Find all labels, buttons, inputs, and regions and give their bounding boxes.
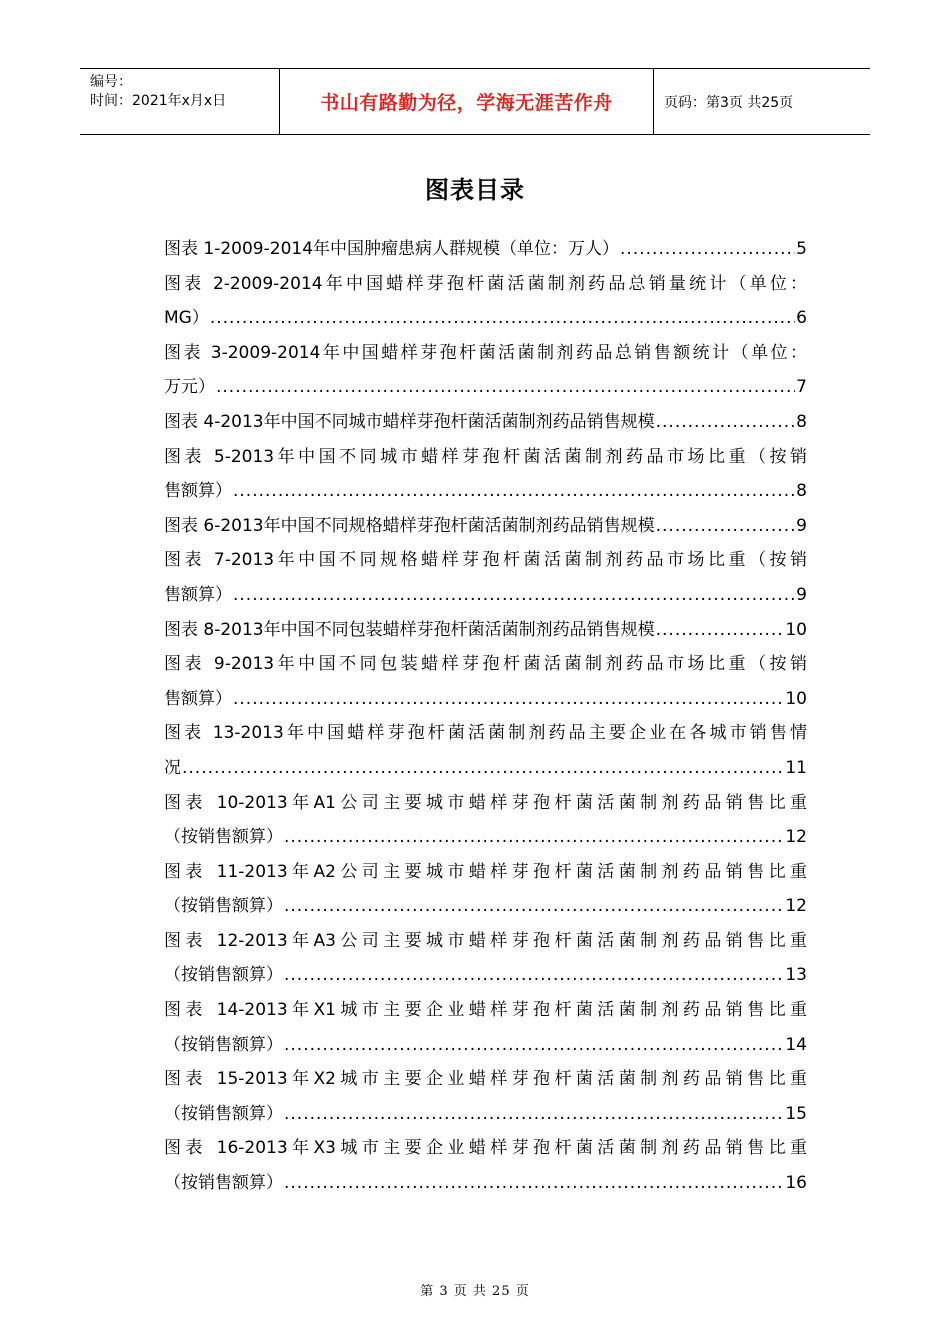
toc-leader-dots: [210, 301, 795, 336]
toc-leader-dots: [216, 370, 795, 405]
toc-leader-dots: [233, 578, 795, 613]
toc-entry[interactable]: [164, 716, 807, 785]
toc-entry-text: 图表 15-2013年X2城市主要企业蜡样芽孢杆菌活菌制剂药品销售比重: [164, 1069, 807, 1090]
toc-entry[interactable]: [164, 336, 807, 405]
toc-entry-text: （按销售额算）: [164, 1173, 283, 1194]
toc-page-number: 5: [796, 239, 807, 259]
toc-leader-dots: [233, 682, 784, 717]
toc-page-number: 16: [785, 1173, 807, 1194]
toc-page-number: 8: [796, 481, 807, 502]
toc-entry[interactable]: [164, 509, 807, 544]
toc-page-number: 10: [785, 619, 807, 640]
toc-entry-text: 况: [164, 757, 181, 778]
toc-page-number: 9: [796, 515, 807, 536]
page-header: [80, 68, 870, 135]
page-footer: 第 3 页 共 25 页: [420, 1284, 530, 1299]
toc-leader-dots: [284, 958, 784, 993]
toc-entry-text: 图表 8-2013年中国不同包装蜡样芽孢杆菌活菌制剂药品销售规模: [164, 619, 655, 640]
toc-entry[interactable]: [164, 405, 807, 440]
toc-leader-dots: [656, 613, 785, 648]
toc-page-number: 12: [785, 827, 807, 848]
toc-entry-text: （按销售额算）: [164, 827, 283, 848]
page-title: 图表目录: [425, 176, 525, 204]
toc-entry[interactable]: [164, 993, 807, 1062]
toc-leader-dots: [284, 1166, 784, 1201]
toc-leader-dots: [620, 232, 795, 267]
toc-entry-text: 图表 4-2013年中国不同城市蜡样芽孢杆菌活菌制剂药品销售规模: [164, 411, 655, 432]
toc-entry[interactable]: [164, 613, 807, 648]
toc-entry-text: 售额算）: [164, 688, 232, 709]
header-meta: [80, 69, 280, 134]
header-page-info: 页码：第3页 共25页: [664, 94, 794, 111]
toc-entry[interactable]: [164, 440, 807, 509]
toc-entry[interactable]: [164, 924, 807, 993]
toc-leader-dots: [284, 820, 784, 855]
toc-leader-dots: [233, 474, 795, 509]
toc-leader-dots: [284, 889, 784, 924]
toc-page-number: 15: [785, 1103, 807, 1124]
toc-entry-text: 图表 13-2013年中国蜡样芽孢杆菌活菌制剂药品主要企业在各城市销售情: [164, 723, 807, 744]
toc-entry-text: MG）: [164, 308, 209, 329]
toc-entry[interactable]: [164, 786, 807, 855]
toc-entry-text: 图表 14-2013年X1城市主要企业蜡样芽孢杆菌活菌制剂药品销售比重: [164, 1000, 807, 1021]
toc-page-number: 8: [796, 411, 807, 432]
toc-entry-text: 图表 3-2009-2014年中国蜡样芽孢杆菌活菌制剂药品总销售额统计（单位：: [164, 342, 807, 363]
toc-entry-text: 万元）: [164, 377, 215, 398]
toc-entry[interactable]: [164, 232, 807, 267]
toc-entry-text: 售额算）: [164, 584, 232, 605]
toc-page-number: 6: [796, 308, 807, 329]
toc-entry-text: 图表 6-2013年中国不同规格蜡样芽孢杆菌活菌制剂药品销售规模: [164, 515, 655, 536]
document-number-label: 编号：: [90, 74, 132, 90]
toc-leader-dots: [284, 1097, 784, 1132]
toc-page-number: 13: [785, 965, 807, 986]
toc-entry-text: （按销售额算）: [164, 896, 283, 917]
toc-entry[interactable]: [164, 1062, 807, 1131]
toc-entry-text: 图表 7-2013年中国不同规格蜡样芽孢杆菌活菌制剂药品市场比重（按销: [164, 550, 807, 571]
toc-entry-text: 图表 9-2013年中国不同包装蜡样芽孢杆菌活菌制剂药品市场比重（按销: [164, 654, 807, 675]
toc-entry-text: 图表 1-2009-2014年中国肿瘤患病人群规模（单位：万人）: [164, 239, 620, 259]
toc-entry-text: （按销售额算）: [164, 1034, 283, 1055]
toc-entry-text: 图表 11-2013年A2公司主要城市蜡样芽孢杆菌活菌制剂药品销售比重: [164, 861, 807, 882]
toc-entry[interactable]: [164, 1131, 807, 1200]
toc-entry-text: 图表 16-2013年X3城市主要企业蜡样芽孢杆菌活菌制剂药品销售比重: [164, 1138, 807, 1159]
toc-entry-text: （按销售额算）: [164, 1103, 283, 1124]
toc-entry[interactable]: [164, 543, 807, 612]
toc-leader-dots: [656, 405, 796, 440]
toc-page-number: 10: [785, 688, 807, 709]
toc-entry-text: 图表 12-2013年A3公司主要城市蜡样芽孢杆菌活菌制剂药品销售比重: [164, 930, 807, 951]
toc-page-number: 12: [785, 896, 807, 917]
toc-entry-text: 图表 10-2013年A1公司主要城市蜡样芽孢杆菌活菌制剂药品销售比重: [164, 792, 807, 813]
toc-entry[interactable]: [164, 267, 807, 336]
toc-leader-dots: [656, 509, 796, 544]
toc-page-number: 14: [785, 1034, 807, 1055]
toc-entry-text: 图表 2-2009-2014年中国蜡样芽孢杆菌活菌制剂药品总销量统计（单位：: [164, 273, 807, 294]
table-of-figures: [164, 232, 807, 1201]
toc-page-number: 9: [796, 584, 807, 605]
header-motto: 书山有路勤为径，学海无涯苦作舟: [280, 69, 654, 134]
toc-leader-dots: [182, 751, 784, 786]
toc-leader-dots: [284, 1028, 784, 1063]
toc-page-number: 7: [796, 377, 807, 398]
toc-entry-text: （按销售额算）: [164, 965, 283, 986]
toc-page-number: 11: [785, 757, 807, 778]
toc-entry-text: 图表 5-2013年中国不同城市蜡样芽孢杆菌活菌制剂药品市场比重（按销: [164, 446, 807, 467]
document-date: 时间：2021年x月x日: [90, 93, 227, 109]
toc-entry-text: 售额算）: [164, 481, 232, 502]
toc-entry[interactable]: [164, 855, 807, 924]
toc-entry[interactable]: [164, 647, 807, 716]
